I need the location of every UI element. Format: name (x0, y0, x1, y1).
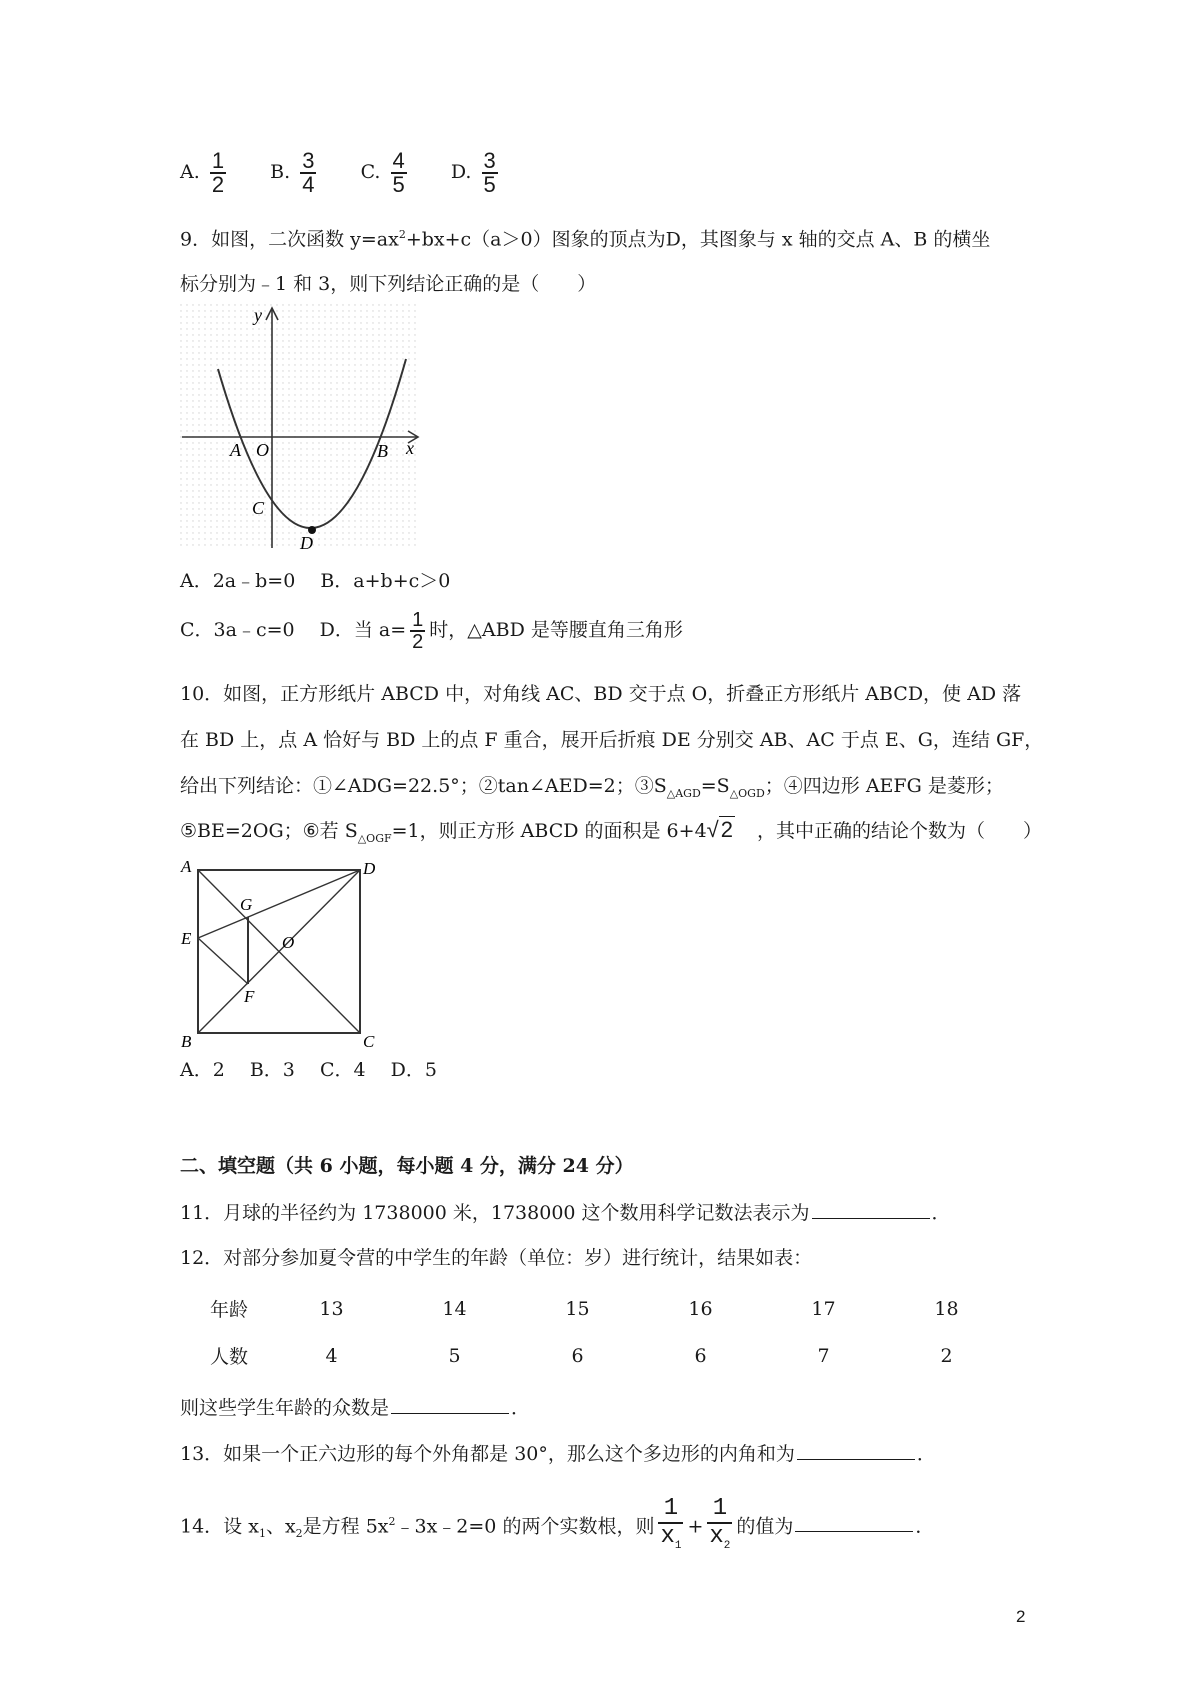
q8-option-c-fraction: $\frac{4}{5}$ (392, 148, 405, 197)
q9-label-y: y (254, 305, 262, 325)
q10-label-E: E (181, 929, 192, 948)
q9-label-O: O (256, 440, 269, 460)
q8-option-a-label: A. (180, 161, 200, 183)
q13-answer-blank (797, 1441, 915, 1460)
q10-line-4: ⑤BE=2OG；⑥若 $S_{\triangle OGF}=1$，则正方形 ABCD 的面积是 6+4√2 ，其中正确的结论个数为（ ） (180, 817, 1043, 845)
table-row (210, 1332, 1008, 1379)
table-cell: 17 (811, 1297, 836, 1320)
q9-line-2: 标分别为﹣1 和 3，则下列结论正确的是（ ） (180, 273, 597, 295)
q10-label-B: B (181, 1032, 192, 1051)
table-cell: 7 (817, 1344, 830, 1367)
table-cell: 6 (571, 1344, 584, 1367)
q9-option-d-fraction: $\frac{1}{2}$ (412, 609, 424, 653)
table-cell: 15 (565, 1297, 590, 1320)
table-cell: 6 (694, 1344, 707, 1367)
q9-line-1: 9．如图，二次函数 $y=ax^2+bx+c(a>0)$图象的顶点为D，其图象与 x 轴的交点 A、B 的横坐 (180, 228, 991, 251)
table-row (210, 1285, 1008, 1332)
q12-age-table (210, 1285, 1008, 1379)
q10-sqrt: √2 (706, 817, 733, 842)
q10-label-O: O (282, 933, 295, 952)
table-cell: 18 (934, 1297, 959, 1320)
q12-answer-blank (391, 1395, 509, 1414)
q14-fraction-1: $\frac{1}{x_1}$ (660, 1495, 682, 1552)
table-cell: 2 (940, 1344, 953, 1367)
q10-label-F: F (244, 987, 255, 1006)
q9-options-cd: C．3a﹣c=0 D．当 a= $\frac{1}{2}$ 时，△ABD 是等腰直角三角形 (180, 609, 683, 653)
table-cell: 13 (319, 1297, 344, 1320)
q9-label-C: C (252, 498, 265, 518)
q11-answer-blank (812, 1200, 930, 1219)
q10-line-1: 10．如图，正方形纸片 ABCD 中，对角线 AC、BD 交于点 O，折叠正方形纸片 ABCD，使 AD 落 (180, 683, 1022, 705)
q10-square-figure (180, 858, 380, 1053)
q12-answer-line: 则这些学生年龄的众数是 ． (180, 1397, 531, 1419)
q9-label-D: D (300, 533, 313, 549)
q10-line-3: 给出下列结论：①∠ADG=22.5°；②tan∠AED=2；$③S_{\triangle AGD}=S_{\triangle OGD}$；④四边形 AEFG 是菱形； (180, 775, 1004, 800)
q10-label-A: A (181, 858, 192, 876)
table-cell: 16 (688, 1297, 713, 1320)
q9-label-B: B (377, 441, 388, 461)
q9-parabola-figure (180, 304, 420, 549)
table-cell-age-label: 年龄 (210, 1299, 249, 1321)
q10-label-G: G (240, 895, 253, 914)
q14-answer-blank (795, 1513, 913, 1532)
q13: 13．如果一个正六边形的每个外角都是 30°，那么这个多边形的内角和为 ． (180, 1443, 936, 1465)
q8-option-a-fraction: $\frac{1}{2}$ (211, 148, 225, 197)
q8-option-d-fraction: $\frac{3}{5}$ (483, 148, 496, 197)
q14: 14．设 $x_1$、$x_2$是方程 $5x^2﹣3x﹣2=0$ 的两个实数根，则 $\frac{1}{x_1}$ + $\frac{1}{x_2}$ 的值为 ． (180, 1496, 934, 1559)
q8-option-c-label: C. (360, 161, 381, 183)
q8-option-b-label: B. (270, 161, 291, 183)
q9-label-A: A (230, 440, 241, 460)
page-number: 2 (1016, 1607, 1026, 1626)
q10-segment-ef (198, 938, 248, 984)
section-2-title: 二、填空题（共 6 小题，每小题 4 分，满分 24 分） (180, 1155, 634, 1177)
table-cell: 4 (325, 1344, 338, 1367)
q8-option-d-label: D. (450, 161, 472, 183)
q10-crease-de (198, 870, 360, 938)
q9-label-x: x (406, 438, 414, 458)
q8-options (180, 150, 502, 196)
table-cell: 14 (442, 1297, 467, 1320)
q9-options-ab: A．2a﹣b=0 B．a+b+c＞0 (180, 570, 451, 592)
q10-line-2: 在 BD 上，点 A 恰好与 BD 上的点 F 重合，展开后折痕 DE 分别交 AB、AC 于点 E、G，连结 GF， (180, 729, 1044, 751)
q14-fraction-2: $\frac{1}{x_2}$ (709, 1495, 731, 1552)
q12-text: 12．对部分参加夏令营的中学生的年龄（单位：岁）进行统计，结果如表： (180, 1247, 813, 1269)
q10-options: A．2 B．3 C．4 D．5 (180, 1059, 437, 1081)
q11: 11．月球的半径约为 1738000 米，1738000 这个数用科学记数法表示为 ． (180, 1202, 951, 1224)
q10-label-D: D (363, 859, 376, 878)
table-cell: 5 (448, 1344, 461, 1367)
q8-option-b-fraction: $\frac{3}{4}$ (302, 148, 315, 197)
table-cell-count-label: 人数 (210, 1346, 249, 1368)
q10-label-C: C (363, 1032, 375, 1051)
